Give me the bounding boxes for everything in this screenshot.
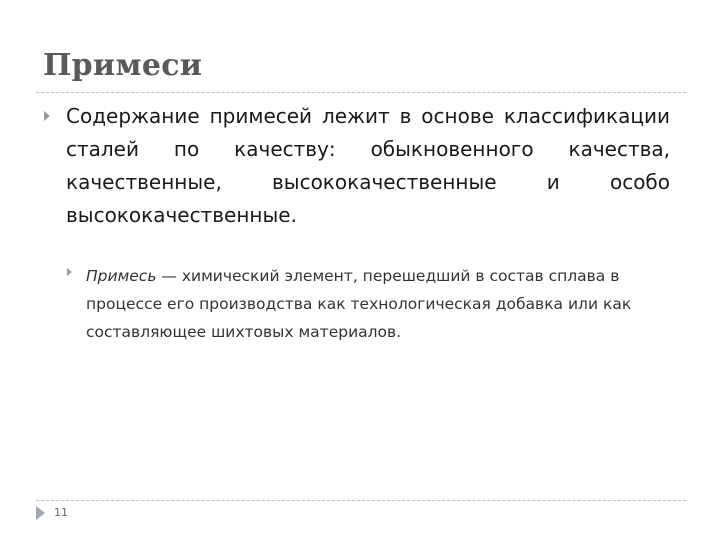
- slide-title: Примеси: [43, 48, 203, 83]
- bullet-term: Примесь: [86, 267, 157, 285]
- footer-divider: [36, 500, 686, 501]
- triangle-marker-icon: [36, 506, 45, 520]
- title-divider: [36, 92, 686, 93]
- page-number: 11: [54, 506, 68, 519]
- bullet-definition: — химический элемент, перешедший в состав сплава в процессе его производства как технологическая добавка или как составляющее шихтовых материалов.: [86, 267, 632, 341]
- bullet-text-2: [86, 262, 672, 346]
- triangle-bullet-icon: [44, 111, 50, 121]
- triangle-bullet-icon: [67, 268, 72, 276]
- bullet-text-1: Содержание примесей лежит в основе классификации сталей по качеству: обыкновенного качества, качественные, высококачественные и особо высококачественные.: [66, 104, 670, 227]
